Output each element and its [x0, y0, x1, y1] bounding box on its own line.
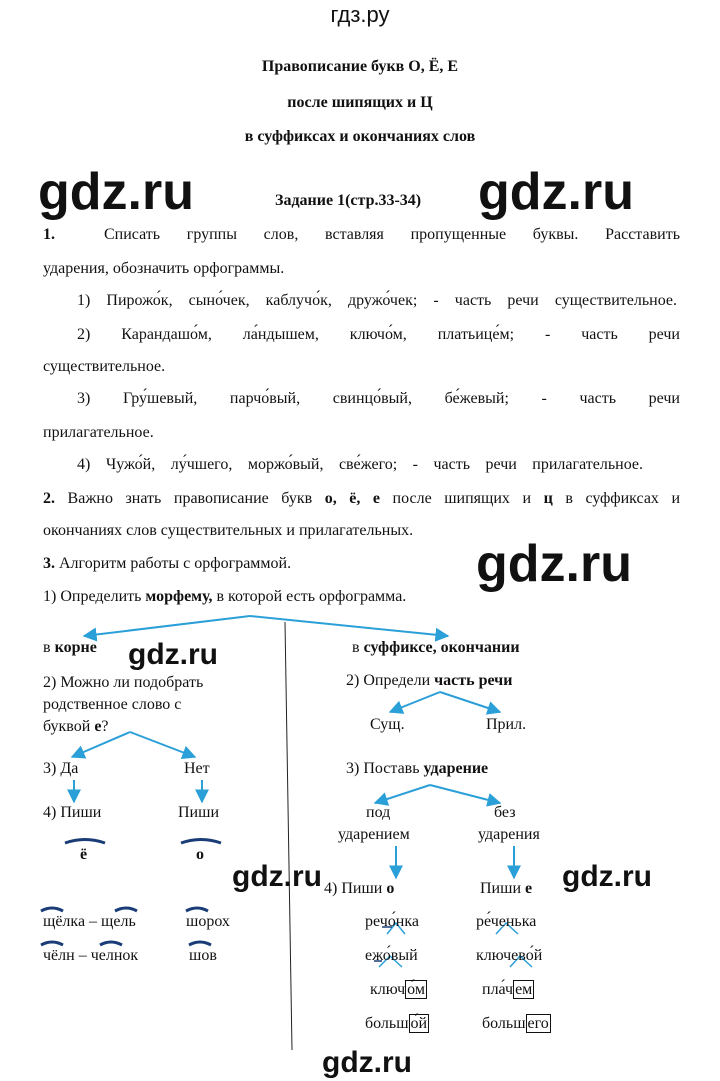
- o-example-2: ежо́вый: [365, 947, 418, 964]
- arc-mark: [65, 840, 105, 844]
- write-text: 4) Пиши: [324, 880, 383, 897]
- watermark: gdz.ru: [322, 1046, 412, 1079]
- o-example-3: [370, 981, 427, 999]
- right-step-3: [346, 760, 488, 778]
- task-title: Задание 1(стр.33-34): [275, 192, 422, 209]
- left-write-2: Пиши: [178, 804, 219, 821]
- o-example-4: [365, 1015, 429, 1033]
- stem: пла́ч: [482, 981, 514, 998]
- arc-mark: [41, 942, 63, 945]
- head-prep: в: [43, 639, 51, 656]
- write-letter: е: [525, 880, 533, 897]
- left-q-2: родственное слово с: [43, 696, 182, 713]
- right-write-e: [480, 880, 532, 898]
- step1-text: 1) Определить: [43, 588, 142, 605]
- item2-text: Важно знать правописание букв: [67, 490, 313, 507]
- s3-text: 3) Поставь: [346, 760, 420, 777]
- arc-mark: [186, 908, 208, 911]
- ending-box: ем: [515, 981, 533, 998]
- left-write-1: 4) Пиши: [43, 804, 102, 821]
- arrow-to-root: [84, 616, 250, 636]
- site-header: гдз.ру: [330, 2, 390, 27]
- group-3: 3) Гру́шевый, парчо́вый, свинцо́вый, бе́жевый; - часть речи: [77, 390, 680, 407]
- s2-bold: часть речи: [434, 672, 513, 689]
- unstressed-1: без: [494, 804, 516, 821]
- head-root: корне: [54, 639, 97, 656]
- title-line-3: в суффиксах и окончаниях слов: [244, 128, 476, 145]
- right-branch-head: [352, 639, 520, 657]
- left-q-3: [43, 718, 109, 736]
- unstressed-2: ударения: [478, 826, 540, 843]
- stem: больш: [482, 1015, 526, 1032]
- arrow-no: [130, 732, 195, 757]
- group-3-cont: прилагательное.: [43, 424, 154, 441]
- arc-mark: [41, 908, 63, 911]
- e-example-1: ре́ченька: [476, 913, 537, 930]
- arc-mark: [181, 840, 221, 844]
- divider-line: [285, 622, 292, 1050]
- watermark: gdz.ru: [38, 163, 194, 221]
- ending-box: о́й: [410, 1015, 428, 1032]
- left-no: Нет: [184, 760, 210, 777]
- q3-mark: ?: [101, 718, 109, 735]
- item1-line1: Списать группы слов, вставляя пропущенные буквы. Расставить: [104, 226, 680, 243]
- watermark: gdz.ru: [128, 638, 218, 671]
- letter-yo: ё: [80, 846, 88, 863]
- watermark: gdz.ru: [232, 860, 322, 893]
- example-4: шов: [189, 947, 217, 964]
- group-4: 4) Чужо́й, лу́чшего, моржо́вый, све́жего; - часть речи прилагательное.: [77, 456, 643, 473]
- step1-text: в которой есть орфограмма.: [216, 588, 407, 605]
- head-suffix: суффиксе, окончании: [363, 639, 520, 656]
- arrow-unstressed: [430, 785, 500, 803]
- right-step-2: [346, 672, 512, 690]
- item-number: 2.: [43, 490, 55, 507]
- item-number: 3.: [43, 555, 55, 572]
- step1-morpheme: морфему,: [145, 588, 213, 605]
- item2-text: после шипящих и: [392, 490, 532, 507]
- arc-mark: [100, 942, 122, 945]
- left-yes: 3) Да: [43, 760, 79, 777]
- stem: больш: [365, 1015, 409, 1032]
- item2-line2: окончаниях слов существительных и прилагательных.: [43, 522, 414, 539]
- watermark: gdz.ru: [476, 535, 632, 593]
- o-example-1: речо́нка: [365, 913, 419, 930]
- right-write-o: [324, 880, 394, 898]
- write-letter: о: [386, 880, 395, 897]
- group-2-cont: существительное.: [43, 358, 166, 375]
- example-1: щёлка – щель: [43, 913, 136, 930]
- item2-letters: о, ё, е: [324, 490, 380, 507]
- stem: ключ: [370, 981, 406, 998]
- group-2: 2) Карандашо́м, ла́ндышем, ключо́м, платьице́м; - часть речи: [77, 326, 680, 343]
- watermark: gdz.ru: [562, 860, 652, 893]
- title-line-2: после шипящих и Ц: [287, 94, 433, 111]
- q3-text: буквой: [43, 718, 91, 735]
- item2-letter-ts: ц: [543, 490, 553, 507]
- arc-mark: [115, 908, 137, 911]
- left-q-1: 2) Можно ли подобрать: [43, 674, 204, 691]
- q3-letter: е: [94, 718, 102, 735]
- arrow-noun: [390, 692, 440, 712]
- letter-o: о: [196, 846, 204, 863]
- write-text: Пиши: [480, 880, 521, 897]
- arc-mark: [189, 942, 211, 945]
- arrow-stressed: [375, 785, 430, 803]
- title-line-1: Правописание букв О, Ё, Е: [261, 58, 459, 75]
- s3-bold: ударение: [423, 760, 489, 777]
- item-number: 1.: [43, 226, 55, 243]
- e-example-4: [482, 1015, 551, 1033]
- e-example-3: [482, 981, 534, 999]
- group-1: 1) Пирожо́к, сыно́чек, каблучо́к, дружо́чек; - часть речи существительное.: [77, 292, 677, 309]
- example-3: чёлн – челнок: [43, 947, 139, 964]
- arrow-adj: [440, 692, 500, 712]
- ending-box: о́м: [407, 981, 425, 998]
- item3-text: Алгоритм работы с орфограммой.: [59, 555, 292, 572]
- head-prep: в: [352, 639, 360, 656]
- noun-label: Сущ.: [370, 716, 405, 733]
- adj-label: Прил.: [486, 716, 527, 733]
- left-branch-head: [43, 639, 97, 657]
- stressed-2: ударением: [338, 826, 410, 843]
- ending-box: его: [527, 1015, 549, 1032]
- arrow-to-suffix: [250, 616, 448, 636]
- stressed-1: под: [366, 804, 391, 821]
- watermark: gdz.ru: [478, 163, 634, 221]
- item2-text: в суффиксах и: [565, 490, 681, 507]
- example-2: шорох: [186, 913, 230, 930]
- s2-text: 2) Определи: [346, 672, 431, 689]
- item1-line2: ударения, обозначить орфограммы.: [43, 260, 285, 277]
- e-example-2: ключево́й: [476, 947, 543, 964]
